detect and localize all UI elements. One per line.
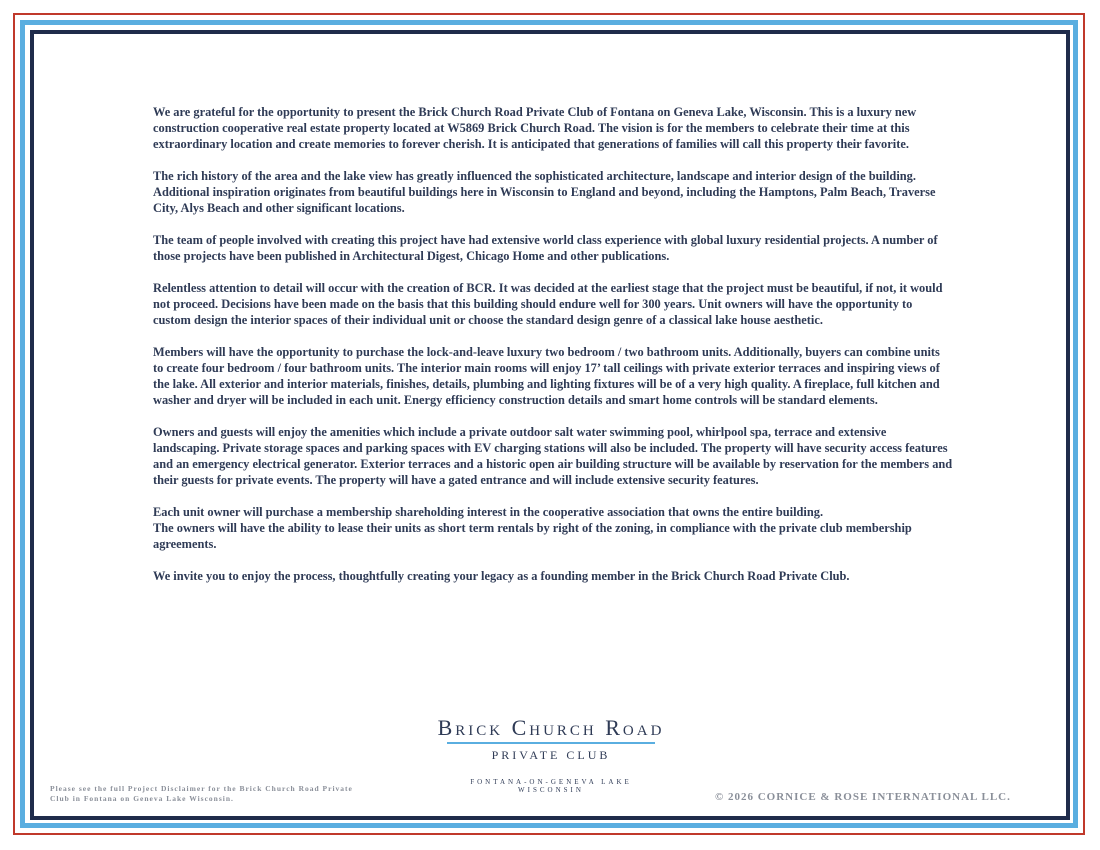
- logo-subtitle: PRIVATE CLUB: [491, 748, 611, 762]
- paragraph-history: The rich history of the area and the lake view has greatly influenced the sophisticated architecture, landscape and interior design of the building. Additional inspiration originates from beautiful buildings here in Wisconsin to England and beyond, including the Hamptons, Palm Beach, Traverse City, Alys Beach and other significant locations.: [153, 169, 936, 215]
- paragraph-invitation: We invite you to enjoy the process, thoughtfully creating your legacy as a founding member in the Brick Church Road Private Club.: [153, 569, 850, 583]
- brick-church-road-logo: [420, 716, 682, 794]
- paragraph-ownership: Each unit owner will purchase a membership shareholding interest in the cooperative association that owns the entire building. The owners will have the ability to lease their units as short term rentals by right of the zoning, in compliance with the private club membership agreements.: [153, 505, 912, 551]
- letter-body: [153, 104, 953, 600]
- logo-location-line1: FONTANA-ON-GENEVA LAKE: [470, 778, 632, 786]
- logo-location-line2: WISCONSIN: [518, 786, 584, 794]
- logo-title: Brick Church Road: [437, 715, 665, 740]
- logo-divider: [447, 742, 655, 744]
- paragraph-detail: Relentless attention to detail will occur with the creation of BCR. It was decided at the earliest stage that the project must be beautiful, if not, it would not proceed. Decisions have been made on the basis that this building should endure well for 300 years. Unit owners will have the opportunity to custom design the interior spaces of their individual unit or choose the standard design genre of a classical lake house aesthetic.: [153, 281, 943, 327]
- project-disclaimer: Please see the full Project Disclaimer for the Brick Church Road Private Club in Fontana on Geneva Lake Wisconsin.: [50, 784, 353, 803]
- paragraph-units: Members will have the opportunity to purchase the lock-and-leave luxury two bedroom / two bathroom units. Additionally, buyers can combine units to create four bedroom / four bathroom units. The interior main rooms will enjoy 17’ tall ceilings with private exterior terraces and inspiring views of the lake. All exterior and interior materials, finishes, details, plumbing and lighting fixtures will be of a very high quality. A fireplace, full kitchen and washer and dryer will be included in each unit. Energy efficiency construction details and smart home controls will be standard elements.: [153, 345, 940, 407]
- paragraph-amenities: Owners and guests will enjoy the amenities which include a private outdoor salt water swimming pool, whirlpool spa, terrace and extensive landscaping. Private storage spaces and parking spaces with EV charging stations will also be included. The property will have security access features and an emergency electrical generator. Exterior terraces and a historic open air building structure will be available by reservation for the members and their guests for private events. The property will have a gated entrance and will include extensive security features.: [153, 425, 953, 487]
- paragraph-intro: We are grateful for the opportunity to present the Brick Church Road Private Club of Fontana on Geneva Lake, Wisconsin. This is a luxury new construction cooperative real estate property located at W5869 Brick Church Road. The vision is for the members to celebrate their time at this extraordinary location and create memories to forever cherish. It is anticipated that generations of families will call this property their favorite.: [153, 105, 917, 151]
- paragraph-team: The team of people involved with creating this project have had extensive world class experience with global luxury residential projects. A number of those projects have been published in Architectural Digest, Chicago Home and other publications.: [153, 233, 938, 263]
- copyright-notice: © 2026 CORNICE & ROSE INTERNATIONAL LLC.: [715, 791, 1011, 803]
